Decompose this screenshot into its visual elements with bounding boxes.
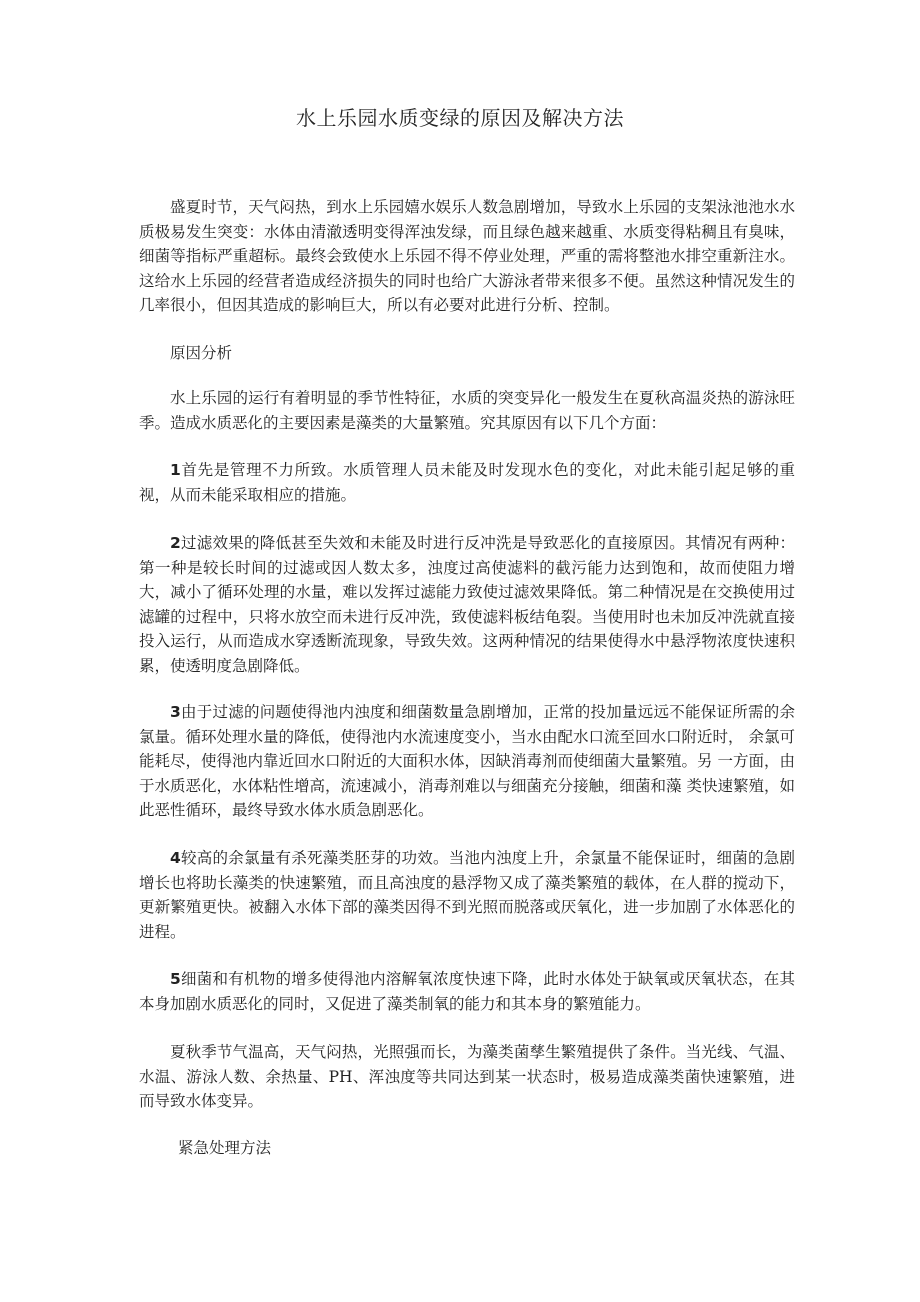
intro-paragraph: 盛夏时节，天气闷热，到水上乐园嬉水娱乐人数急剧增加，导致水上乐园的支架泳池池水水质极易发生突变：水体由清澈透明变得浑浊发绿，而且绿色越来越重、水质变得粘稠且有臭味，细菌等指标严重超标。最终会致使水上乐园不得不停业处理，严重的需将整池水排空重新注水。这给水上乐园的经营者造成经济损失的同时也给广大游泳者带来很多不便。虽然这种情况发生的几率很小，但因其造成的影响巨大，所以有必要对此进行分析、控制。 (139, 198, 795, 315)
cause-item-3 (139, 700, 795, 823)
cause-item-text: 细菌和有机物的增多使得池内溶解氧浓度快速下降，此时水体处于缺氧或厌氧状态，在其本身加剧水质恶化的同时，又促进了藻类制氧的能力和其本身的繁殖能力。 (139, 970, 795, 1013)
cause-item-number: 5 (170, 970, 181, 988)
cause-item-text: 较高的余氯量有杀死藻类胚芽的功效。当池内浊度上升，余氯量不能保证时，细菌的急剧增长也将助长藻类的快速繁殖，而且高浊度的悬浮物又成了藻类繁殖的载体，在人群的搅动下，更新繁殖更快。被翻入水体下部的藻类因得不到光照而脱落或厌氧化，进一步加剧了水体恶化的进程。 (139, 849, 795, 941)
cause-item-number: 3 (170, 703, 181, 721)
cause-item-number: 2 (170, 534, 181, 552)
cause-item-text: 由于过滤的问题使得池内浊度和细菌数量急剧增加，正常的投加量远远不能保证所需的余氯量。循环处理水量的降低，使得池内水流速度变小，当水由配水口流至回水口附近时， 余氯可能耗尽，使得池内靠近回水口附近的大面积水体，因缺消毒剂而使细菌大量繁殖。另 一方面，由于水质恶化，水体粘性增高，流速减小，消毒剂难以与细菌充分接触，细菌和藻 类快速繁殖，如此恶性循环，最终导致水体水质急剧恶化。 (139, 703, 795, 820)
cause-item-text: 过滤效果的降低甚至失效和未能及时进行反冲洗是导致恶化的直接原因。其情况有两种：第一种是较长时间的过滤或因人数太多，浊度过高使滤料的截污能力达到饱和，故而使阻力增大，减小了循环处理的水量，难以发挥过滤能力致使过滤效果降低。第二种情况是在交换使用过滤罐的过程中，只将水放空而未进行反冲洗，致使滤料板结龟裂。当使用时也未加反冲洗就直接投入运行，从而造成水穿透断流现象，导致失效。这两种情况的结果使得水中悬浮物浓度快速积累，使透明度急剧降低。 (139, 534, 795, 675)
emergency-treatment-heading: 紧急处理方法 (178, 1139, 272, 1157)
document-title: 水上乐园水质变绿的原因及解决方法 (296, 106, 624, 130)
cause-item-2 (139, 531, 795, 679)
cause-item-4 (139, 846, 795, 944)
cause-item-number: 1 (170, 461, 181, 479)
summary-paragraph: 夏秋季节气温高，天气闷热，光照强而长，为藻类菌孳生繁殖提供了条件。当光线、气温、水温、游泳人数、余热量、PH、浑浊度等共同达到某一状态时，极易造成藻类菌快速繁殖，进而导致水体变异。 (139, 1043, 795, 1111)
cause-analysis-heading: 原因分析 (170, 344, 233, 362)
cause-item-1 (139, 458, 795, 507)
cause-item-number: 4 (170, 849, 181, 867)
cause-item-5 (139, 967, 795, 1016)
cause-intro-paragraph: 水上乐园的运行有着明显的季节性特征，水质的突变异化一般发生在夏秋高温炎热的游泳旺季。造成水质恶化的主要因素是藻类的大量繁殖。究其原因有以下几个方面： (139, 389, 795, 432)
cause-item-text: 首先是管理不力所致。水质管理人员未能及时发现水色的变化，对此未能引起足够的重视，从而未能采取相应的措施。 (139, 461, 795, 504)
